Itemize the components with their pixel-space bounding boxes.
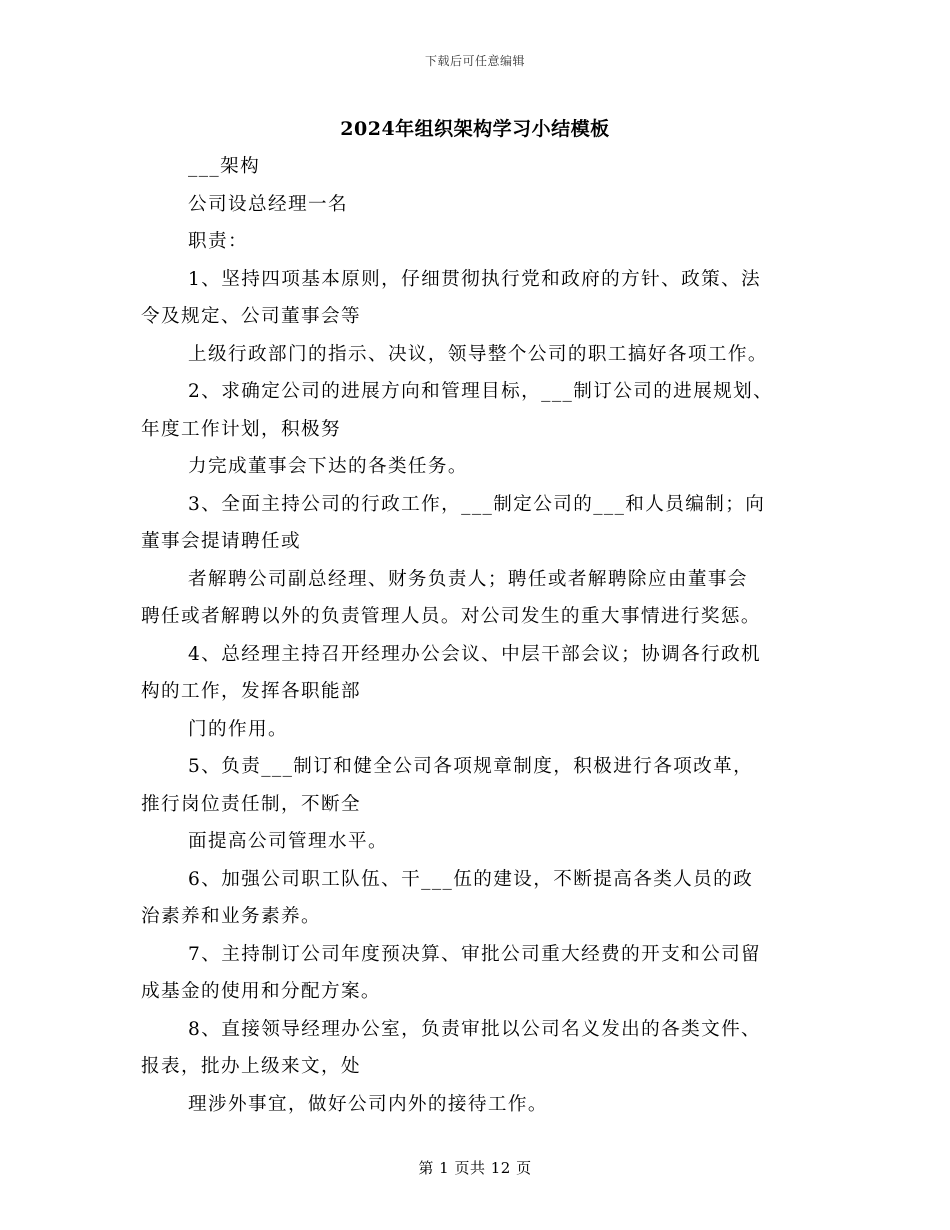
body-line: 推行岗位责任制，不断全 [141,793,361,815]
body-line: 职责： [188,231,248,252]
document-title: 2024年组织架构学习小结模板 [340,118,610,140]
body-line: 1、坚持四项基本原则，仔细贯彻执行党和政府的方针、政策、法 [188,268,762,290]
body-line: 聘任或者解聘以外的负责管理人员。对公司发生的重大事情进行奖惩。 [141,606,761,627]
body-line: 2、求确定公司的进展方向和管理目标，___制订公司的进展规划、 [188,381,774,402]
body-line: 公司设总经理一名 [188,193,348,215]
body-line: 4、总经理主持召开经理办公会议、中层干部会议；协调各行政机 [188,643,762,665]
body-line: 治素养和业务素养。 [141,906,321,927]
body-line: 构的工作，发挥各职能部 [141,681,361,702]
body-line: 5、负责___制订和健全公司各项规章制度，积极进行各项改革， [188,756,754,777]
body-line: 年度工作计划，积极努 [141,418,341,440]
body-line: 力完成董事会下达的各类任务。 [188,456,468,477]
header-note: 下载后可任意编辑 [424,54,525,68]
body-line: ___架构 [188,156,261,177]
body-line: 令及规定、公司董事会等 [141,306,361,327]
body-line: 面提高公司管理水平。 [188,831,388,852]
body-line: 7、主持制订公司年度预决算、审批公司重大经费的开支和公司留 [188,943,762,965]
body-line: 3、全面主持公司的行政工作，___制定公司的___和人员编制；向 [188,493,766,515]
body-line: 门的作用。 [188,718,288,740]
body-line: 8、直接领导经理办公室，负责审批以公司名义发出的各类文件、 [188,1018,762,1040]
body-line: 成基金的使用和分配方案。 [141,981,381,1002]
body-line: 者解聘公司副总经理、财务负责人；聘任或者解聘除应由董事会 [188,568,748,590]
body-line: 6、加强公司职工队伍、干___伍的建设，不断提高各类人员的政 [188,868,754,890]
body-line: 理涉外事宜，做好公司内外的接待工作。 [188,1093,548,1115]
document-body [141,148,813,1123]
body-line: 上级行政部门的指示、决议，领导整个公司的职工搞好各项工作。 [188,343,768,365]
body-line: 董事会提请聘任或 [141,531,301,552]
body-line: 报表，批办上级来文，处 [141,1056,361,1077]
page-footer: 第 1 页共 12 页 [418,1159,532,1177]
